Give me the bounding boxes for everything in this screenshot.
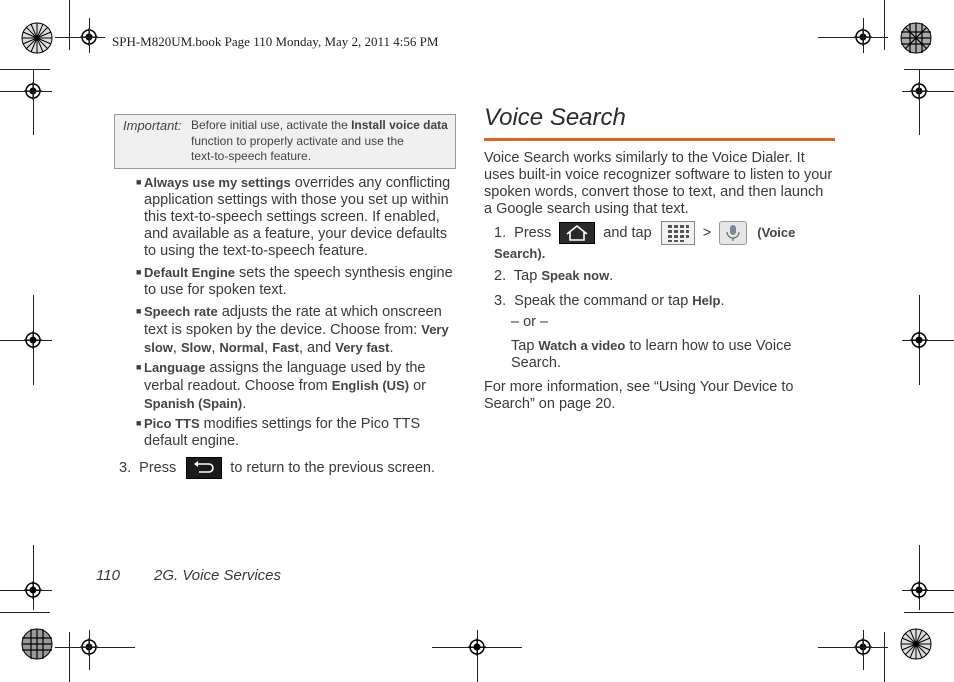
registration-mark-icon bbox=[910, 581, 928, 599]
important-text: Before initial use, activate the Install voice data function to properly activate and use the text-to-speech feature. bbox=[191, 118, 448, 163]
home-icon bbox=[559, 222, 595, 244]
important-note bbox=[114, 114, 456, 169]
star-target-icon bbox=[900, 22, 932, 54]
important-label: Important: bbox=[123, 118, 182, 133]
registration-mark-icon bbox=[910, 331, 928, 349]
list-item: ■ Language assigns the language used by the verbal readout. Choose from English (US) or Spanish (Spain). bbox=[136, 360, 426, 412]
section-title: Voice Search bbox=[484, 104, 626, 131]
left-step-3: 3. Press to return to the previous screen. bbox=[119, 457, 435, 479]
registration-mark-icon bbox=[24, 581, 42, 599]
star-target-icon bbox=[21, 628, 53, 660]
apps-grid-icon bbox=[661, 221, 695, 245]
list-item: ■ Speech rate adjusts the rate at which onscreen text is spoken by the device. Choose from: Very slow, Slow, Normal, Fast, and Very fast. bbox=[136, 304, 449, 356]
page-number: 110 bbox=[96, 567, 120, 584]
registration-mark-icon bbox=[24, 331, 42, 349]
star-target-icon bbox=[21, 22, 53, 54]
list-item: ■ Always use my settings overrides any conflicting application settings with those you set up within this text-to-speech settings screen. If enabled, and available as a feature, your device defaults to using the text-to-speech feature. bbox=[136, 175, 451, 259]
intro-paragraph: Voice Search works similarly to the Voice Dialer. It uses built-in voice recognizer software to listen to your spoken words, convert those to text, and then launch a Google search using that text. bbox=[484, 150, 833, 217]
registration-mark-icon bbox=[468, 638, 486, 656]
microphone-icon bbox=[719, 221, 747, 245]
more-info-paragraph: For more information, see “Using Your Device to Search” on page 20. bbox=[484, 379, 794, 412]
list-item: ■ Pico TTS modifies settings for the Pico TTS default engine. bbox=[136, 416, 421, 449]
back-arrow-icon bbox=[186, 457, 222, 479]
install-voice-data-term: Install voice data bbox=[351, 118, 448, 132]
step-3: 3. Speak the command or tap Help. bbox=[494, 293, 725, 309]
star-target-icon bbox=[900, 628, 932, 660]
step-1: 1. Press and tap > (Voice Search). bbox=[494, 221, 834, 263]
step-2: 2. Tap Speak now. bbox=[494, 268, 614, 284]
footer-section: 2G. Voice Services bbox=[154, 567, 281, 584]
or-separator: – or – bbox=[511, 314, 549, 330]
alt-step: Tap Watch a video to learn how to use Voice Search. bbox=[511, 338, 792, 371]
list-item: ■ Default Engine sets the speech synthesis engine to use for spoken text. bbox=[136, 265, 453, 298]
title-rule bbox=[484, 138, 835, 141]
print-header: SPH-M820UM.book Page 110 Monday, May 2, 2011 4:56 PM bbox=[112, 34, 439, 49]
